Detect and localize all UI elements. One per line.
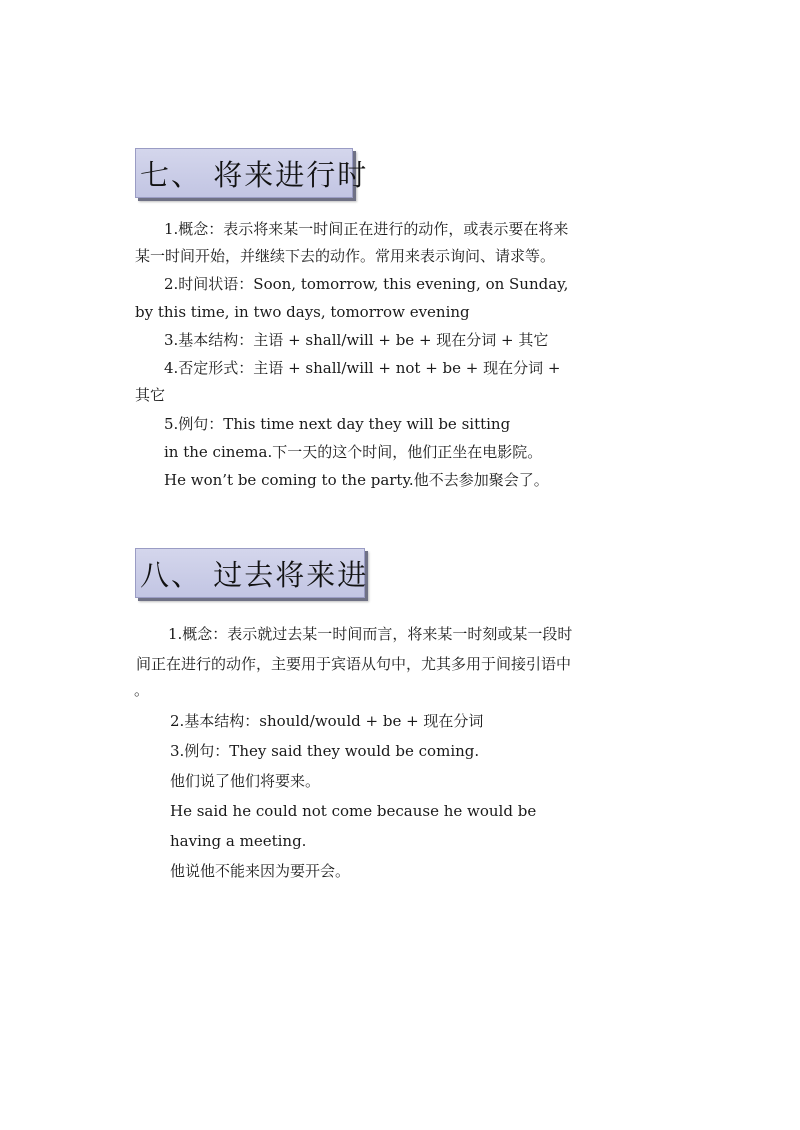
concept-line-2: 某一时间开始，并继续下去的动作。常用来表示询问、请求等。	[135, 247, 556, 265]
negative-form-line-1: 4.否定形式：主语 + shall/will + not + be + 现在分词 +	[164, 359, 561, 377]
concept-line-1: 1.概念：表示将来某一时间正在进行的动作，或表示要在将来	[164, 220, 569, 238]
structure-line: 2.基本结构：should/would + be + 现在分词	[170, 712, 484, 730]
negative-form-line-2: 其它	[135, 386, 166, 404]
concept-line-3: 。	[134, 681, 150, 699]
time-adverbial-line-2: by this time, in two days, tomorrow evening	[135, 303, 470, 321]
example-line-2: 他们说了他们将要来。	[170, 772, 321, 790]
example-line-3: He won’t be coming to the party.他不去参加聚会了。	[164, 471, 549, 489]
example-line-5: 他说他不能来因为要开会。	[170, 862, 351, 880]
section-header-future-continuous	[135, 148, 369, 198]
example-line-3: He said he could not come because he would be	[170, 802, 537, 820]
example-line-1: 5.例句：This time next day they will be sitting	[164, 415, 511, 433]
concept-line-2: 间正在进行的动作，主要用于宾语从句中，尤其多用于间接引语中	[136, 655, 572, 673]
concept-line-1: 1.概念：表示就过去某一时间而言，将来某一时刻或某一段时	[168, 625, 573, 643]
section-header-past-future-continuous	[135, 548, 369, 598]
section-title: 七、 将来进行时	[140, 157, 369, 192]
structure-line: 3.基本结构：主语 + shall/will + be + 现在分词 + 其它	[164, 331, 549, 349]
section-title: 八、 过去将来进	[140, 557, 369, 592]
example-line-4: having a meeting.	[170, 832, 307, 850]
example-line-2: in the cinema.下一天的这个时间，他们正坐在电影院。	[164, 443, 543, 461]
time-adverbial-line-1: 2.时间状语：Soon, tomorrow, this evening, on Sunday,	[164, 275, 569, 293]
example-line-1: 3.例句：They said they would be coming.	[170, 742, 480, 760]
